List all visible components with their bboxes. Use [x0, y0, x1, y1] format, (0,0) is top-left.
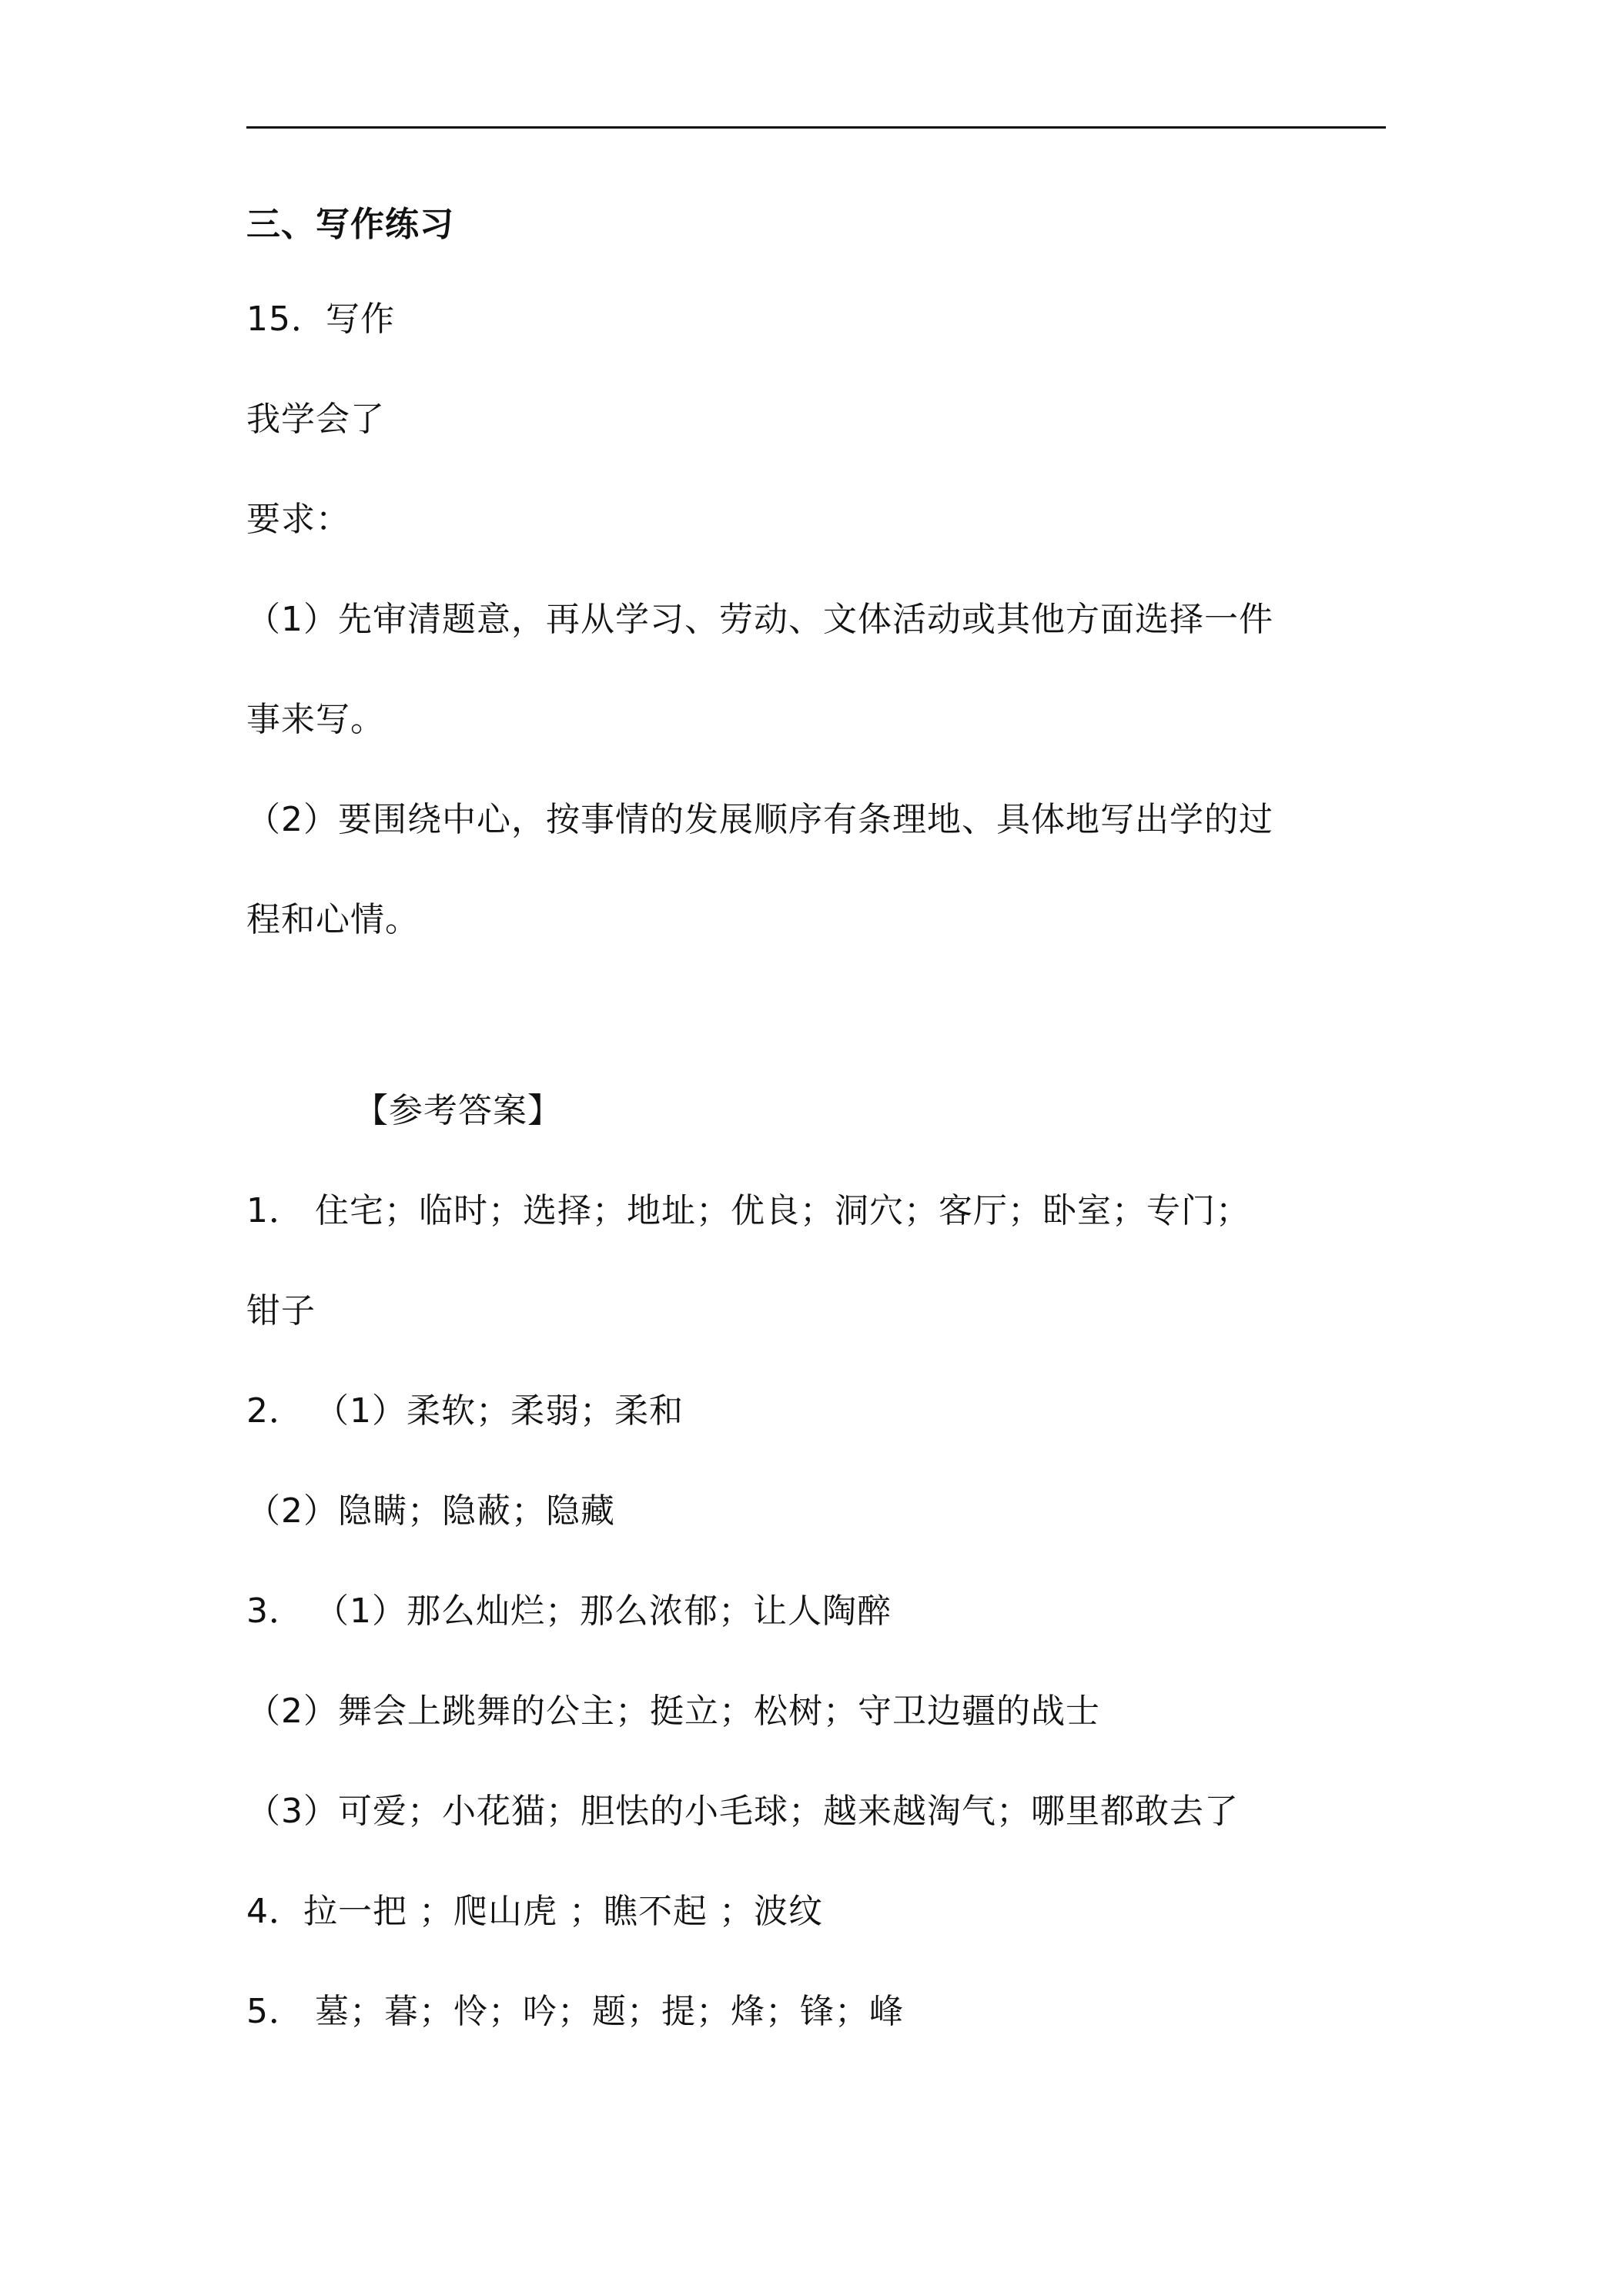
answer-2-line-1: 2． （1）柔软；柔弱；柔和	[246, 1391, 684, 1431]
writing-topic: 我学会了	[246, 400, 385, 439]
requirement-2-line-1: （2）要围绕中心，按事情的发展顺序有条理地、具体地写出学的过	[246, 800, 1273, 839]
answer-4: 4．拉一把 ；爬山虎 ；瞧不起 ；波纹	[246, 1892, 823, 1931]
answers-header: 【参考答案】	[354, 1091, 562, 1130]
answer-1-line-1: 1． 住宅；临时；选择；地址；优良；洞穴；客厅；卧室；专门；	[246, 1191, 1250, 1230]
answer-3-line-3: （3）可爱；小花猫；胆怯的小毛球；越来越淘气；哪里都敢去了	[246, 1792, 1239, 1831]
answer-3-line-1: 3． （1）那么灿烂；那么浓郁；让人陶醉	[246, 1591, 892, 1631]
answer-2-line-2: （2）隐瞒；隐蔽；隐藏	[246, 1491, 615, 1531]
answer-5: 5． 墓；暮；怜；吟；题；提；烽；锋；峰	[246, 1992, 904, 2031]
header-rule	[246, 126, 1386, 129]
answer-3-line-2: （2）舞会上跳舞的公主；挺立；松树；守卫边疆的战士	[246, 1692, 1100, 1731]
requirement-1-line-2: 事来写。	[246, 700, 385, 739]
section-title: 三、写作练习	[246, 205, 454, 244]
requirements-label: 要求：	[246, 500, 350, 539]
answer-1-line-2: 钳子	[246, 1291, 316, 1330]
question-15-label: 15．写作	[246, 300, 395, 339]
requirement-1-line-1: （1）先审清题意，再从学习、劳动、文体活动或其他方面选择一件	[246, 600, 1273, 639]
requirement-2-line-2: 程和心情。	[246, 900, 420, 939]
